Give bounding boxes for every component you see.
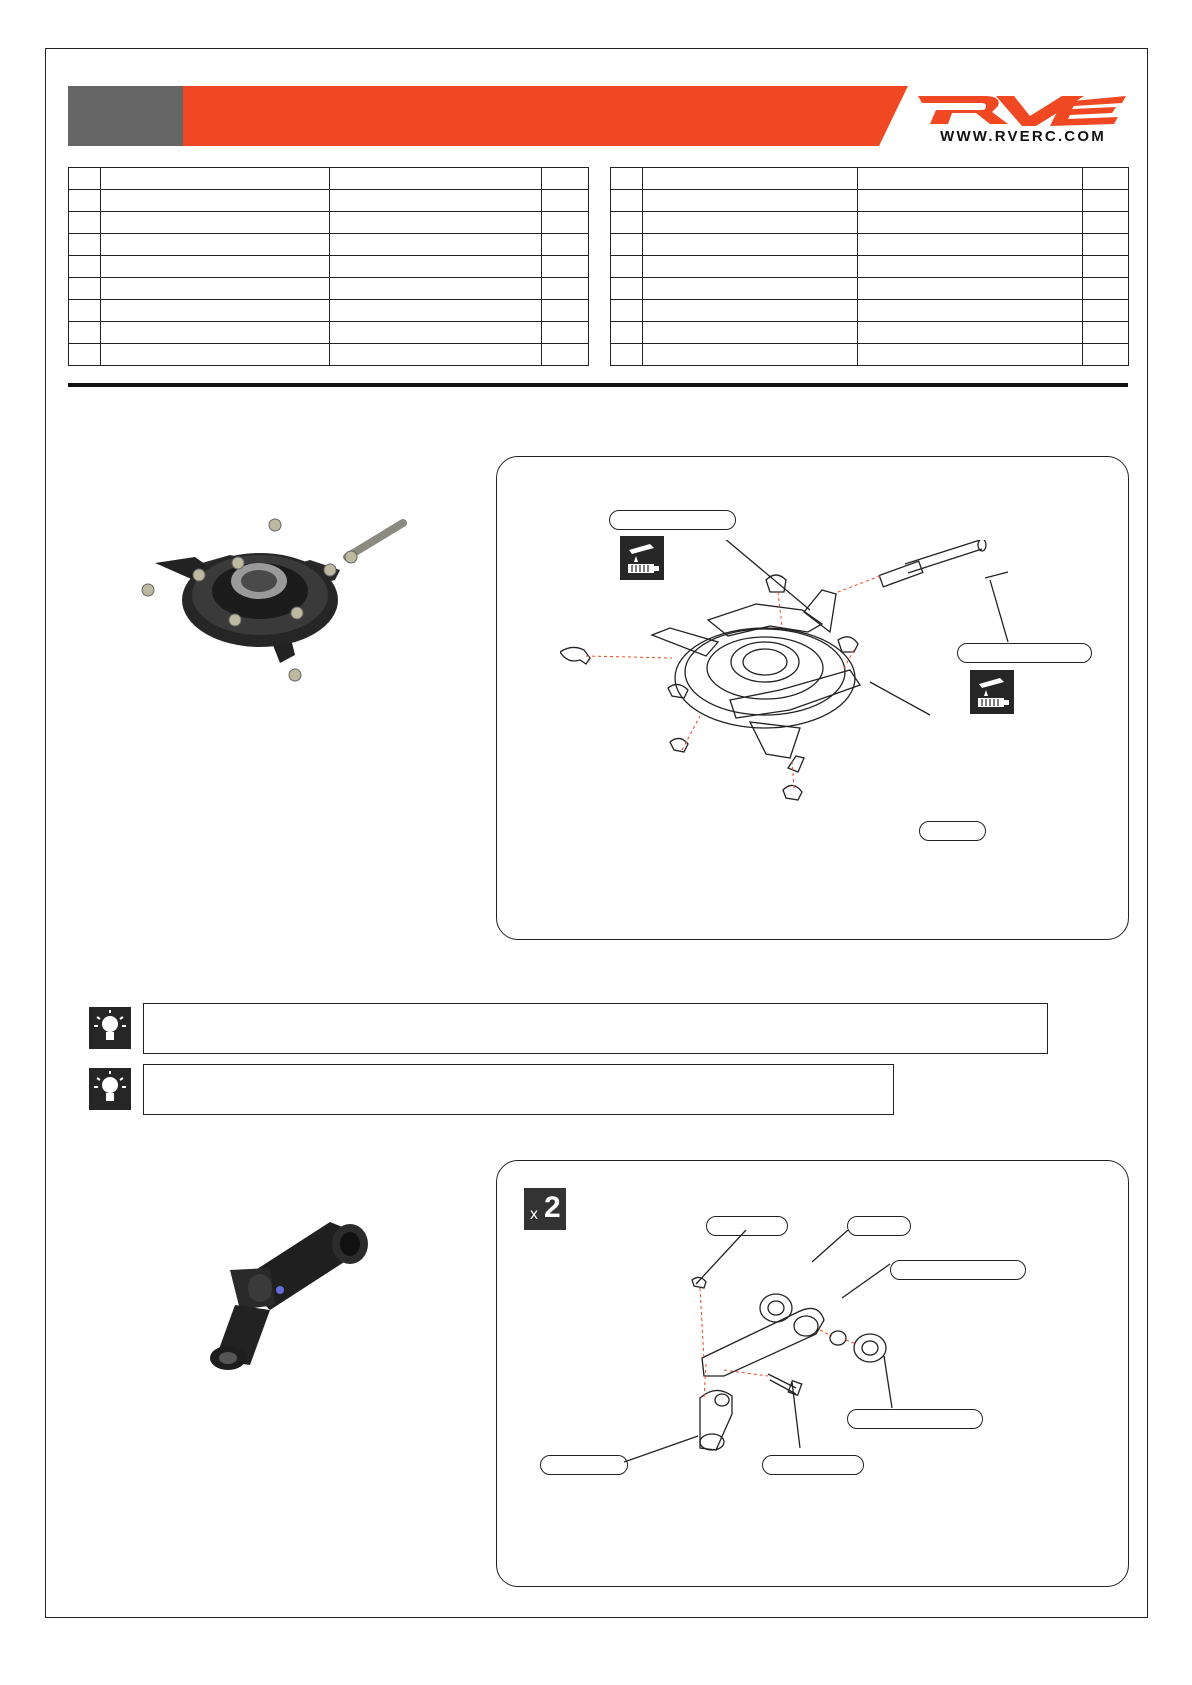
parts-cell <box>69 256 101 278</box>
parts-cell <box>69 212 101 234</box>
parts-cell <box>101 322 330 344</box>
swashplate-exploded-drawing <box>560 540 1040 830</box>
parts-cell <box>1083 300 1129 322</box>
parts-row <box>69 190 589 212</box>
parts-row <box>611 300 1129 322</box>
parts-cell <box>858 278 1083 300</box>
parts-cell <box>858 256 1083 278</box>
parts-cell <box>643 278 858 300</box>
parts-row <box>611 256 1129 278</box>
parts-cell <box>542 190 589 212</box>
parts-row <box>611 344 1129 366</box>
parts-cell <box>611 300 643 322</box>
parts-cell <box>1083 212 1129 234</box>
parts-row <box>611 212 1129 234</box>
brand-url[interactable]: WWW.RVERC.COM <box>940 128 1106 145</box>
tip-note-2 <box>143 1064 894 1115</box>
parts-cell <box>542 322 589 344</box>
parts-cell <box>330 234 542 256</box>
parts-cell <box>611 234 643 256</box>
parts-cell <box>643 234 858 256</box>
parts-cell <box>542 256 589 278</box>
parts-cell <box>643 300 858 322</box>
parts-cell <box>69 234 101 256</box>
parts-cell <box>101 212 330 234</box>
parts-row <box>611 168 1129 190</box>
parts-cell <box>69 278 101 300</box>
parts-row <box>69 322 589 344</box>
parts-row <box>69 234 589 256</box>
quantity-value: 2 <box>544 1191 561 1224</box>
parts-cell <box>330 256 542 278</box>
quantity-badge <box>524 1188 566 1230</box>
parts-table-right <box>610 167 1129 366</box>
parts-cell <box>643 322 858 344</box>
header-title-bar <box>183 86 908 146</box>
washout-exploded-drawing <box>620 1230 920 1470</box>
parts-cell <box>611 168 643 190</box>
washout-arm-assembled-render <box>200 1210 390 1380</box>
parts-row <box>611 278 1129 300</box>
parts-cell <box>101 256 330 278</box>
quantity-prefix: x <box>530 1206 538 1223</box>
parts-cell <box>643 344 858 366</box>
parts-cell <box>330 300 542 322</box>
header-step-block <box>68 86 183 146</box>
parts-cell <box>542 234 589 256</box>
parts-row <box>69 212 589 234</box>
parts-cell <box>1083 168 1129 190</box>
parts-cell <box>542 278 589 300</box>
parts-cell <box>643 190 858 212</box>
parts-cell <box>643 212 858 234</box>
parts-cell <box>858 212 1083 234</box>
parts-cell <box>101 190 330 212</box>
parts-cell <box>611 256 643 278</box>
parts-cell <box>858 300 1083 322</box>
parts-cell <box>69 300 101 322</box>
parts-row <box>611 190 1129 212</box>
parts-cell <box>330 190 542 212</box>
parts-cell <box>330 212 542 234</box>
section-divider <box>68 383 1128 387</box>
parts-cell <box>330 344 542 366</box>
lightbulb-tip-icon <box>89 1068 131 1110</box>
swashplate-assembled-render <box>135 515 415 695</box>
parts-cell <box>101 168 330 190</box>
brand-logo <box>912 92 1132 128</box>
callout-ball-screw <box>609 510 736 530</box>
parts-cell <box>611 190 643 212</box>
parts-cell <box>1083 344 1129 366</box>
parts-cell <box>69 322 101 344</box>
parts-cell <box>542 344 589 366</box>
parts-cell <box>69 168 101 190</box>
parts-row <box>69 168 589 190</box>
parts-cell <box>858 234 1083 256</box>
parts-cell <box>330 278 542 300</box>
parts-cell <box>69 344 101 366</box>
parts-row <box>69 344 589 366</box>
parts-cell <box>858 344 1083 366</box>
parts-cell <box>611 322 643 344</box>
parts-cell <box>101 278 330 300</box>
parts-cell <box>1083 256 1129 278</box>
parts-cell <box>330 168 542 190</box>
parts-cell <box>101 300 330 322</box>
parts-cell <box>643 256 858 278</box>
parts-cell <box>330 322 542 344</box>
parts-cell <box>611 344 643 366</box>
parts-cell <box>858 168 1083 190</box>
lightbulb-tip-icon <box>89 1007 131 1049</box>
parts-cell <box>858 190 1083 212</box>
tip-note-1 <box>143 1003 1048 1054</box>
parts-cell <box>611 212 643 234</box>
parts-cell <box>643 168 858 190</box>
parts-cell <box>542 300 589 322</box>
parts-row <box>611 322 1129 344</box>
parts-cell <box>1083 322 1129 344</box>
parts-row <box>69 278 589 300</box>
parts-cell <box>101 344 330 366</box>
parts-row <box>611 234 1129 256</box>
parts-cell <box>611 278 643 300</box>
parts-cell <box>858 322 1083 344</box>
parts-cell <box>1083 234 1129 256</box>
parts-cell <box>1083 278 1129 300</box>
parts-cell <box>542 212 589 234</box>
parts-row <box>69 256 589 278</box>
parts-cell <box>101 234 330 256</box>
parts-table-left <box>68 167 589 366</box>
parts-cell <box>69 190 101 212</box>
parts-cell <box>1083 190 1129 212</box>
callout-link <box>540 1455 628 1475</box>
parts-cell <box>542 168 589 190</box>
parts-row <box>69 300 589 322</box>
